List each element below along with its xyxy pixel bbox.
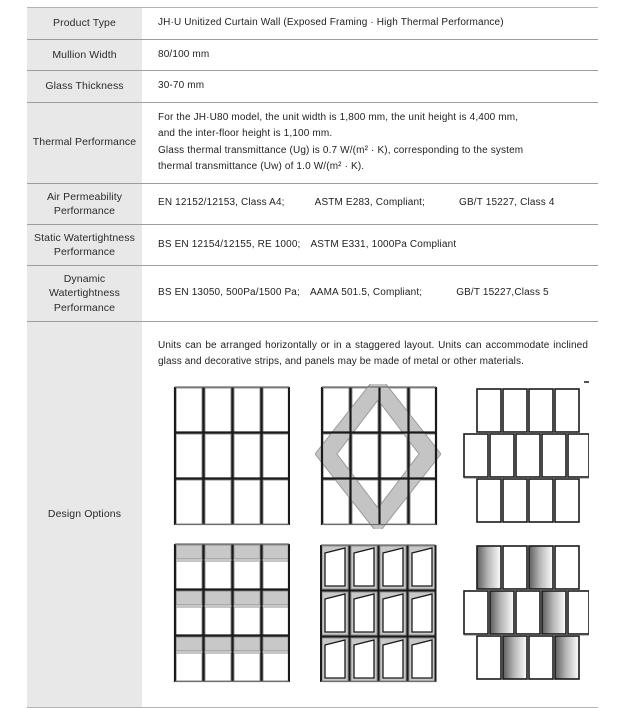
- thermal-line-1: For the JH·U80 model, the unit width is 1,800 mm, the unit height is 4,400 mm,: [158, 111, 519, 123]
- dynamic-watertightness-part-2: AAMA 501.5, Compliant;: [309, 287, 423, 299]
- specification-table: [27, 7, 598, 708]
- row-value-thermal-performance: [142, 102, 598, 183]
- table-row: [27, 102, 598, 183]
- row-label-glass-thickness: Glass Thickness: [27, 71, 142, 103]
- row-label-product-type: Product Type: [27, 8, 142, 40]
- row-value-static-watertightness: [142, 224, 598, 265]
- table-row: [27, 321, 598, 707]
- thermal-line-3: Glass thermal transmittance (Ug) is 0.7 W/(m² · K), corresponding to the system: [158, 144, 524, 156]
- table-row: [27, 71, 598, 103]
- row-value-glass-thickness: 30-70 mm: [142, 71, 598, 103]
- air-permeability-part-1: EN 12152/12153, Class A4;: [158, 197, 285, 209]
- table-row: [27, 183, 598, 224]
- row-value-product-type: JH·U Unitized Curtain Wall (Exposed Framing · High Thermal Performance): [142, 8, 598, 40]
- diagram-inclined-glass: [305, 535, 452, 692]
- row-value-mullion-width: 80/100 mm: [142, 39, 598, 71]
- air-permeability-part-3: GB/T 15227, Class 4: [459, 197, 555, 209]
- row-label-design-options: Design Options: [27, 321, 142, 707]
- dynamic-watertightness-part-3: GB/T 15227,Class 5: [456, 287, 549, 299]
- table-row: [27, 8, 598, 40]
- diagram-row-bottom: [158, 535, 598, 692]
- diagram-spandrel-bands: [158, 535, 305, 692]
- table-row: [27, 224, 598, 265]
- row-label-dynamic-watertightness: Dynamic Watertightness Performance: [27, 266, 142, 322]
- static-watertightness-part-1: BS EN 12154/12155, RE 1000;: [158, 238, 301, 250]
- table-row: [27, 266, 598, 322]
- air-permeability-part-2: ASTM E283, Compliant;: [314, 197, 426, 209]
- diagram-metal-panels: [451, 535, 598, 692]
- row-label-thermal-performance: Thermal Performance: [27, 102, 142, 183]
- row-label-air-permeability: Air Permeability Performance: [27, 183, 142, 224]
- row-label-mullion-width: Mullion Width: [27, 39, 142, 71]
- diagram-diamond-pattern: [305, 378, 452, 535]
- row-value-dynamic-watertightness: [142, 266, 598, 322]
- corner-tick-mark: [584, 381, 589, 383]
- design-options-diagrams: [158, 378, 598, 692]
- design-options-description: Units can be arranged horizontally or in a staggered layout. Units can accommodate inclined glass and decorative strips, and panels may be made of metal or other materials.: [158, 339, 588, 367]
- table-row: [27, 39, 598, 71]
- row-value-air-permeability: [142, 183, 598, 224]
- row-value-design-options: [142, 321, 598, 707]
- thermal-line-4: thermal transmittance (Uw) of 1.0 W/(m² · K).: [158, 161, 365, 172]
- static-watertightness-part-2: ASTM E331, 1000Pa Compliant: [310, 238, 457, 250]
- dynamic-watertightness-part-1: BS EN 13050, 500Pa/1500 Pa;: [158, 287, 300, 299]
- diagram-staggered: [451, 378, 598, 535]
- diagram-row-top: [158, 378, 598, 535]
- row-label-static-watertightness: Static Watertightness Performance: [27, 224, 142, 265]
- diagram-regular-grid: [158, 378, 305, 535]
- thermal-line-2: and the inter-floor height is 1,100 mm.: [158, 128, 333, 139]
